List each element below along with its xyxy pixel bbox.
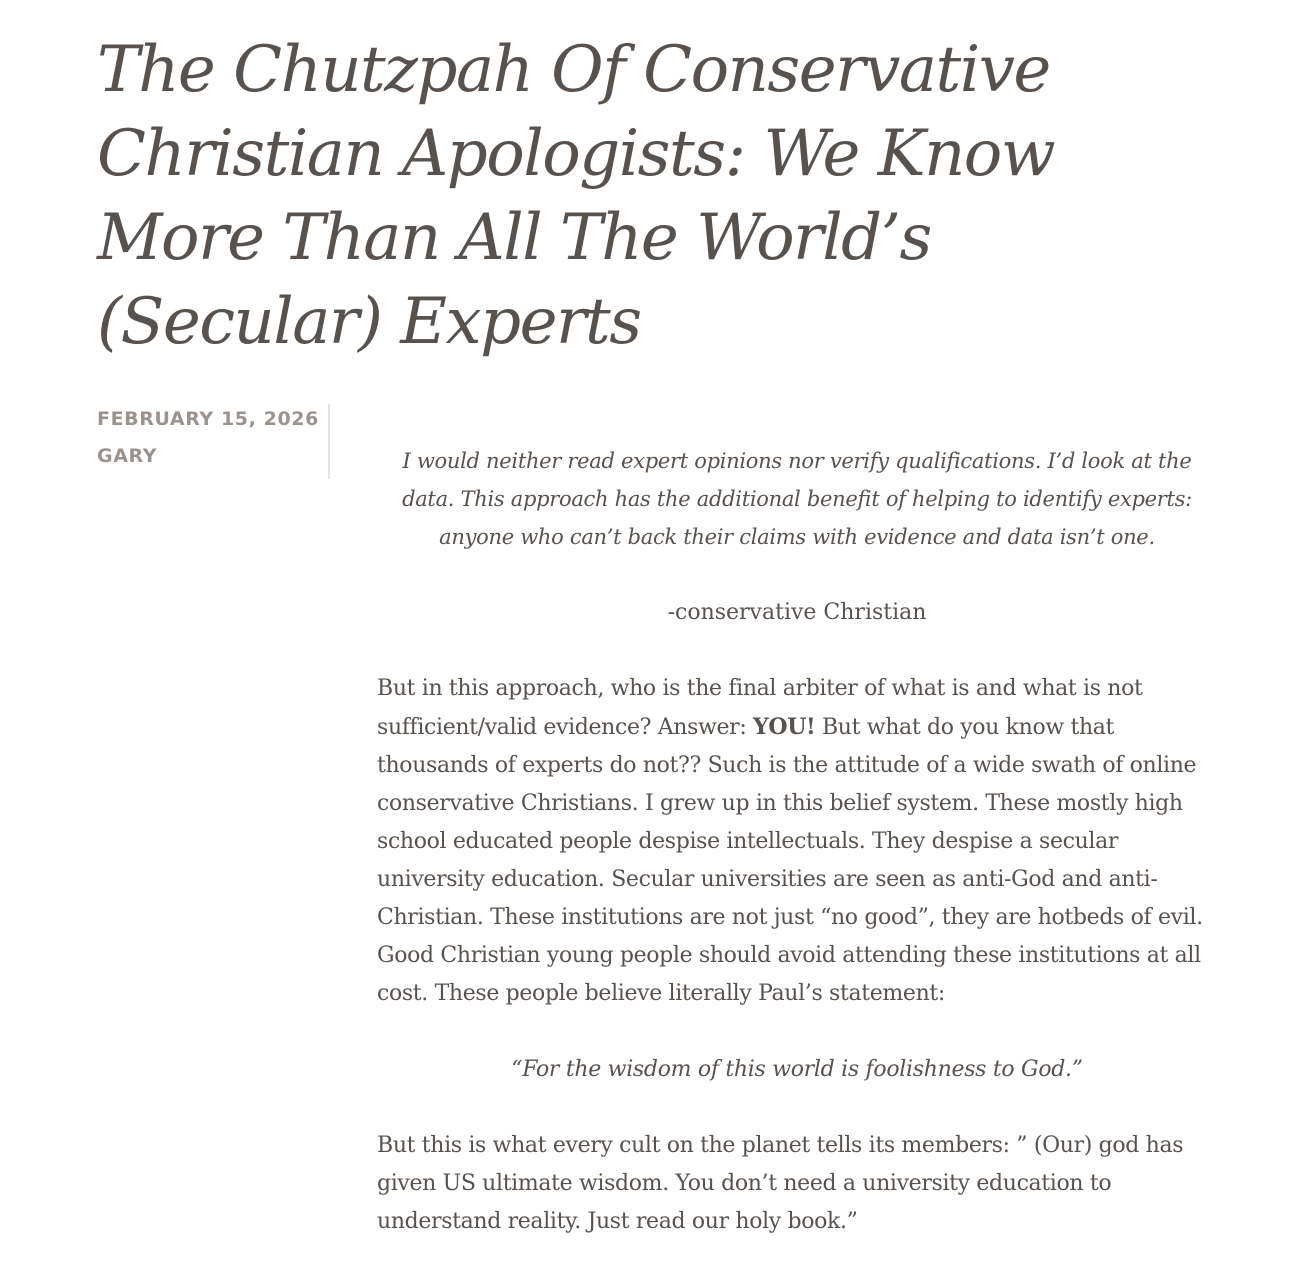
post-title: The Chutzpah Of Conservative Christian Apologists: We Know More Than All The World’s (Secular) Experts — [97, 33, 1055, 359]
scripture-quote: “For the wisdom of this world is foolishness to God.” — [511, 1057, 1083, 1082]
emphasis-you: YOU! — [753, 714, 816, 740]
body-paragraph-1-text-end: But what do you know that thousands of experts do not?? Such is the attitude of a wide swath of online conservative Christians. I grew up in this belief system. These mostly high school educated people despise intellectuals. They despise a secular university education. Secular universities are seen as anti-God and anti-Christian. These institutions are not just “no good”, they are hotbeds of evil. Good Christian young people should avoid attending these institutions at all cost. These people believe literally Paul’s statement: — [377, 715, 1203, 1006]
post-meta — [97, 404, 330, 479]
post-author-link[interactable]: GARY — [97, 445, 158, 467]
opening-quote: I would neither read expert opinions nor verify qualifications. I’d look at the data. This approach has the additional benefit of helping to identify experts: anyone who can’t back their claims with evidence and data isn’t one. — [402, 449, 1192, 549]
body-paragraph-1 — [377, 670, 1217, 1013]
entry-content — [377, 442, 1217, 1241]
quote-attribution: -conservative Christian — [667, 600, 927, 625]
body-paragraph-1-text-start: But in this approach, who is the final arbiter of what is and what is not sufficient/valid evidence? Answer: — [377, 676, 1143, 740]
body-paragraph-2: But this is what every cult on the planet tells its members: ” (Our) god has given US ultimate wisdom. You don’t need a university education to understand reality. Just read our holy book.” — [377, 1133, 1184, 1234]
post-date-link[interactable]: FEBRUARY 15, 2026 — [97, 408, 319, 430]
